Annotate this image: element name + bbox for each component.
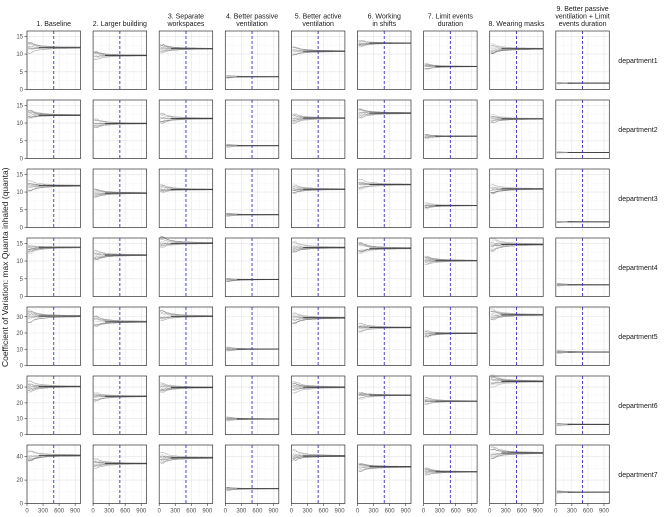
x-tick-label: 0 bbox=[223, 508, 227, 515]
row-label: department1 bbox=[618, 57, 658, 65]
y-tick-label: 10 bbox=[16, 259, 23, 266]
x-tick-label: 900 bbox=[400, 508, 411, 515]
x-tick-label: 600 bbox=[54, 508, 65, 515]
panel bbox=[93, 238, 147, 297]
panel bbox=[556, 445, 610, 504]
x-tick-label: 0 bbox=[421, 508, 426, 515]
x-tick-label: 900 bbox=[136, 508, 147, 515]
x-tick-label: 900 bbox=[466, 508, 477, 515]
x-tick-label: 900 bbox=[70, 508, 81, 515]
column-title: in shifts bbox=[372, 21, 397, 28]
x-tick-label: 0 bbox=[157, 508, 161, 515]
panel bbox=[225, 100, 278, 159]
y-tick-label: 0 bbox=[19, 501, 23, 508]
panel bbox=[490, 238, 544, 297]
panel bbox=[27, 376, 81, 435]
panel bbox=[291, 445, 345, 504]
x-tick-label: 300 bbox=[302, 508, 313, 515]
column-title: 5. Better active bbox=[294, 13, 342, 21]
x-tick-label: 600 bbox=[186, 508, 197, 515]
row-label: department3 bbox=[618, 195, 658, 203]
y-tick-label: 20 bbox=[16, 331, 23, 337]
panel bbox=[490, 307, 544, 366]
y-tick-label: 0 bbox=[19, 432, 23, 439]
y-tick-label: 15 bbox=[16, 34, 23, 41]
panel bbox=[159, 31, 213, 90]
panel bbox=[27, 238, 81, 297]
x-tick-label: 600 bbox=[516, 508, 527, 515]
y-tick-label: 10 bbox=[16, 52, 23, 59]
panel bbox=[27, 445, 81, 504]
column-title: events duration bbox=[558, 21, 607, 28]
panel bbox=[490, 100, 544, 159]
y-tick-label: 40 bbox=[16, 454, 23, 461]
column-title: duration bbox=[437, 21, 463, 28]
y-tick-label: 10 bbox=[16, 190, 23, 197]
panel bbox=[93, 307, 147, 366]
x-tick-label: 300 bbox=[434, 508, 445, 515]
panel bbox=[27, 31, 81, 90]
x-tick-label: 300 bbox=[170, 508, 181, 515]
y-tick-label: 5 bbox=[19, 276, 23, 283]
panel bbox=[424, 31, 478, 90]
x-tick-label: 300 bbox=[104, 508, 115, 515]
panel bbox=[27, 307, 81, 366]
y-tick-label: 20 bbox=[16, 478, 23, 485]
y-tick-label: 0 bbox=[19, 87, 23, 94]
panel bbox=[27, 169, 81, 228]
panel bbox=[159, 445, 213, 504]
x-tick-label: 600 bbox=[450, 508, 461, 515]
x-tick-label: 0 bbox=[25, 508, 29, 515]
y-tick-label: 15 bbox=[16, 241, 23, 248]
y-tick-label: 10 bbox=[16, 121, 23, 128]
x-tick-label: 0 bbox=[554, 508, 558, 515]
panel bbox=[225, 445, 278, 504]
panel bbox=[159, 169, 213, 228]
x-tick-label: 300 bbox=[38, 508, 49, 515]
panel bbox=[424, 376, 478, 435]
y-tick-label: 0 bbox=[19, 363, 23, 370]
panel bbox=[93, 169, 147, 228]
x-tick-label: 0 bbox=[289, 508, 294, 515]
panel bbox=[93, 100, 147, 159]
x-tick-label: 600 bbox=[318, 508, 329, 515]
y-tick-label: 30 bbox=[16, 314, 23, 321]
x-tick-label: 900 bbox=[598, 508, 609, 515]
column-title: 2. Larger building bbox=[92, 21, 147, 28]
panel bbox=[556, 100, 610, 159]
x-tick-label: 300 bbox=[236, 508, 247, 515]
panel bbox=[159, 307, 213, 366]
x-tick-label: 0 bbox=[488, 508, 492, 515]
column-title: 6. Working bbox=[367, 13, 401, 21]
panel bbox=[358, 31, 412, 90]
panel bbox=[490, 31, 544, 90]
panel bbox=[225, 31, 278, 90]
panel bbox=[159, 100, 213, 159]
panel bbox=[424, 445, 478, 504]
row-labels bbox=[618, 58, 657, 479]
panel bbox=[93, 31, 147, 90]
panel bbox=[225, 238, 278, 297]
panel bbox=[358, 445, 412, 504]
x-tick-label: 600 bbox=[384, 508, 395, 515]
panel bbox=[159, 376, 213, 435]
x-tick-label: 600 bbox=[120, 508, 131, 515]
panel bbox=[225, 169, 278, 228]
column-title: 8. Wearing masks bbox=[488, 21, 545, 28]
x-tick-label: 0 bbox=[355, 508, 360, 515]
panel bbox=[291, 100, 345, 159]
panel bbox=[358, 376, 412, 435]
column-title: 1. Baseline bbox=[36, 21, 72, 28]
column-title: 4. Better passive bbox=[225, 13, 279, 21]
panel bbox=[358, 238, 412, 297]
panel bbox=[424, 238, 478, 297]
panel bbox=[490, 445, 544, 504]
x-tick-label: 900 bbox=[202, 508, 213, 515]
panel bbox=[291, 307, 345, 366]
panel bbox=[93, 445, 147, 504]
panel bbox=[291, 31, 345, 90]
y-tick-label: 0 bbox=[19, 294, 23, 301]
y-tick-label: 30 bbox=[16, 385, 23, 392]
x-tick-label: 0 bbox=[91, 508, 95, 515]
panel bbox=[424, 100, 478, 159]
y-tick-label: 20 bbox=[16, 400, 23, 407]
panel bbox=[490, 169, 544, 228]
panel bbox=[556, 169, 610, 228]
panel bbox=[556, 376, 610, 435]
x-tick-label: 900 bbox=[268, 508, 279, 515]
y-tick-label: 15 bbox=[16, 103, 23, 110]
x-tick-label: 900 bbox=[532, 508, 543, 515]
x-tick-label: 300 bbox=[566, 508, 577, 515]
row-label: department7 bbox=[618, 471, 658, 479]
panel bbox=[556, 31, 610, 90]
panel bbox=[291, 238, 345, 297]
y-tick-label: 10 bbox=[16, 416, 23, 423]
panel bbox=[225, 376, 278, 435]
column-title: 7. Limit events bbox=[427, 13, 473, 21]
panels bbox=[27, 31, 609, 504]
panel bbox=[358, 307, 412, 366]
panel bbox=[291, 169, 345, 228]
panel bbox=[556, 238, 610, 297]
column-title: ventilation + Limit bbox=[555, 13, 610, 21]
panel bbox=[556, 307, 610, 366]
y-tick-label: 10 bbox=[16, 347, 23, 354]
row-label: department2 bbox=[618, 126, 658, 134]
panel bbox=[424, 169, 478, 228]
y-tick-label: 5 bbox=[19, 207, 23, 214]
x-tick-label: 600 bbox=[252, 508, 263, 515]
column-title: ventilation bbox=[302, 21, 334, 28]
x-tick-label: 900 bbox=[334, 508, 345, 515]
column-title: 9. Better passive bbox=[556, 6, 609, 13]
y-tick-label: 5 bbox=[19, 69, 23, 76]
row-label: department5 bbox=[618, 333, 658, 341]
y-tick-label: 0 bbox=[19, 156, 23, 163]
x-tick-label: 600 bbox=[582, 508, 593, 515]
x-tick-label: 300 bbox=[368, 508, 379, 515]
panel bbox=[490, 375, 544, 435]
y-tick-label: 5 bbox=[19, 138, 23, 145]
panel bbox=[159, 236, 213, 296]
y-axis-title: Coefficient of Variation: max Quanta inhaled (quanta) bbox=[0, 167, 10, 368]
y-tick-label: 15 bbox=[16, 172, 23, 179]
panel bbox=[291, 376, 345, 435]
row-label: department4 bbox=[618, 264, 658, 272]
panel bbox=[27, 100, 81, 159]
panel bbox=[358, 100, 412, 159]
y-tick-label: 0 bbox=[19, 225, 23, 232]
column-title: ventilation bbox=[236, 21, 268, 28]
panel bbox=[93, 376, 147, 435]
column-titles bbox=[36, 6, 609, 28]
row-label: department6 bbox=[618, 402, 658, 410]
x-tick-label: 300 bbox=[500, 508, 511, 515]
column-title: 3. Separate bbox=[167, 13, 205, 21]
panel bbox=[225, 307, 278, 366]
panel bbox=[358, 169, 412, 228]
column-title: workspaces bbox=[167, 21, 205, 28]
panel bbox=[424, 307, 478, 366]
